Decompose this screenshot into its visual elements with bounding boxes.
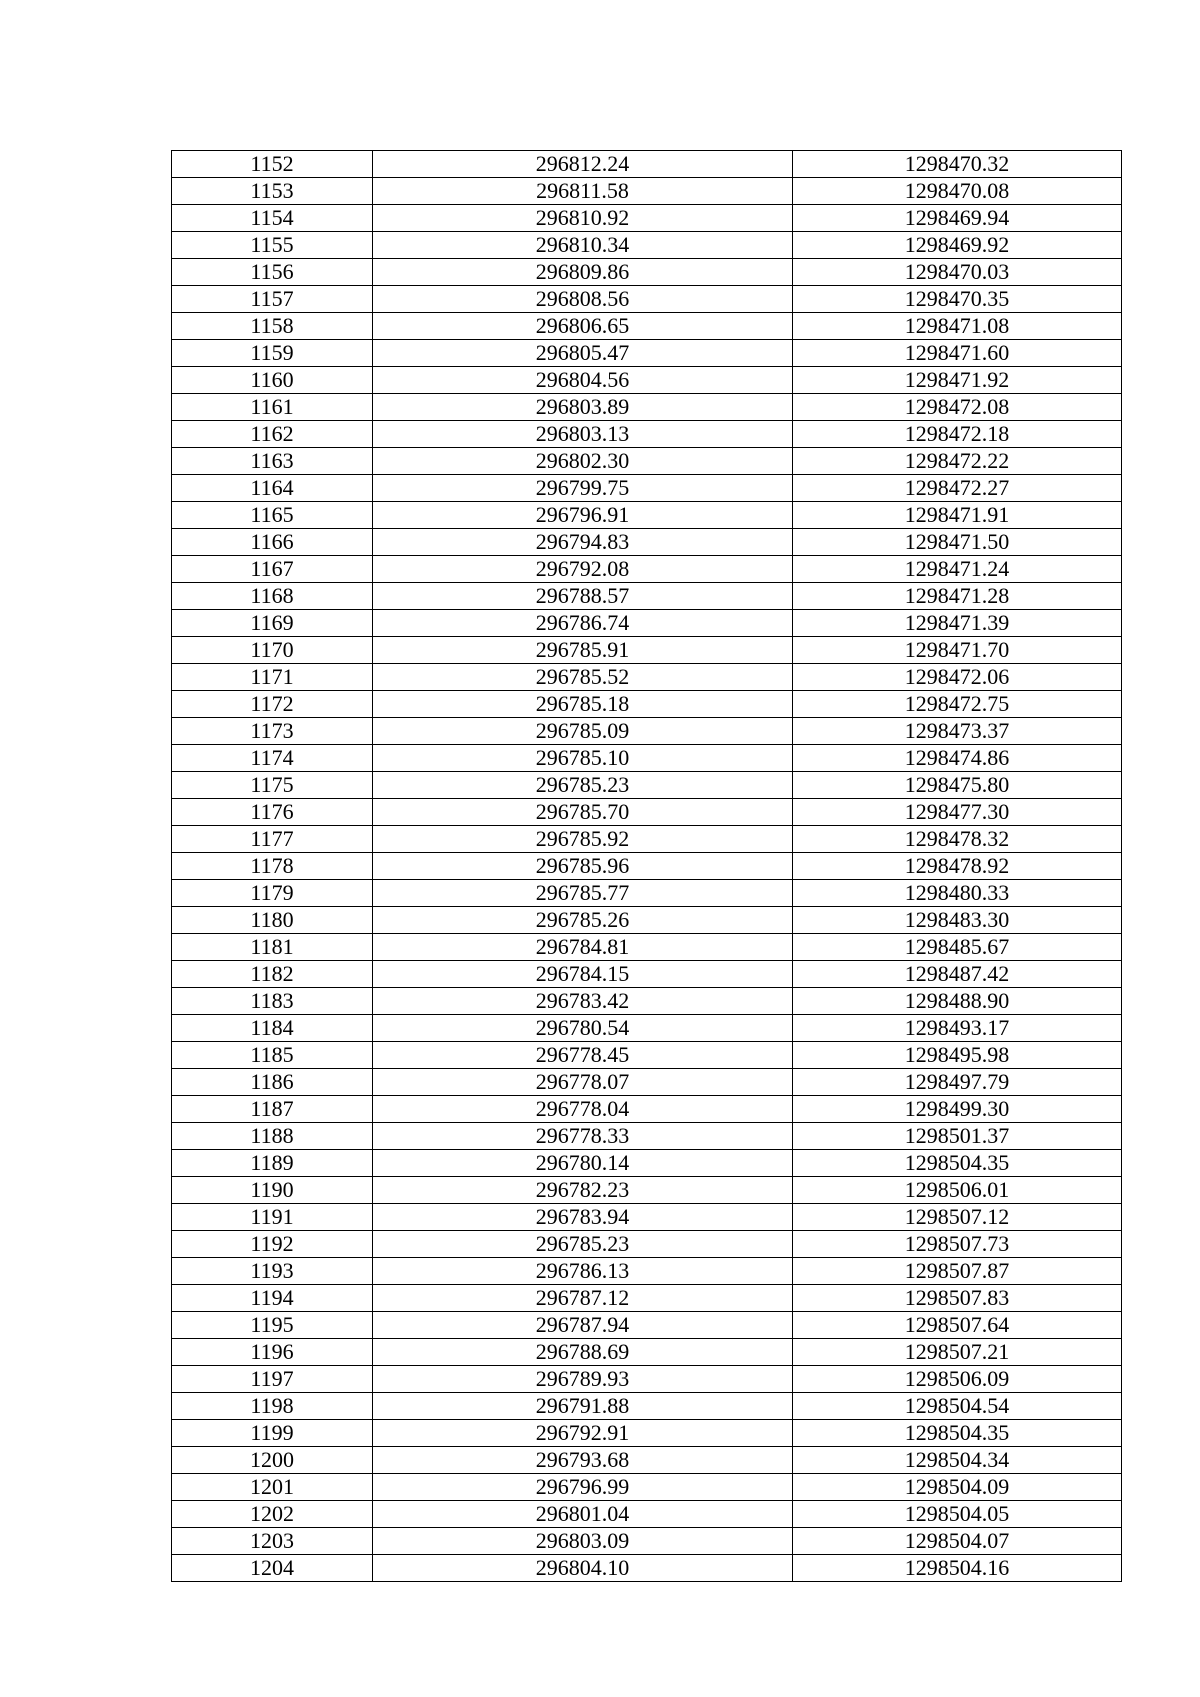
y-coordinate-cell: 1298470.03: [793, 259, 1122, 286]
x-coordinate-cell: 296803.09: [373, 1528, 793, 1555]
table-row: [172, 448, 1122, 475]
table-row: [172, 934, 1122, 961]
point-number-cell: 1173: [172, 718, 373, 745]
x-coordinate-cell: 296806.65: [373, 313, 793, 340]
x-coordinate-cell: 296787.94: [373, 1312, 793, 1339]
y-coordinate-cell: 1298478.32: [793, 826, 1122, 853]
coordinate-table: [171, 150, 1122, 1582]
x-coordinate-cell: 296787.12: [373, 1285, 793, 1312]
y-coordinate-cell: 1298474.86: [793, 745, 1122, 772]
point-number-cell: 1187: [172, 1096, 373, 1123]
point-number-cell: 1179: [172, 880, 373, 907]
x-coordinate-cell: 296791.88: [373, 1393, 793, 1420]
y-coordinate-cell: 1298507.64: [793, 1312, 1122, 1339]
x-coordinate-cell: 296784.81: [373, 934, 793, 961]
point-number-cell: 1178: [172, 853, 373, 880]
table-row: [172, 475, 1122, 502]
point-number-cell: 1164: [172, 475, 373, 502]
y-coordinate-cell: 1298507.21: [793, 1339, 1122, 1366]
coordinate-table-body: [172, 151, 1122, 1582]
x-coordinate-cell: 296801.04: [373, 1501, 793, 1528]
y-coordinate-cell: 1298471.39: [793, 610, 1122, 637]
point-number-cell: 1161: [172, 394, 373, 421]
y-coordinate-cell: 1298501.37: [793, 1123, 1122, 1150]
y-coordinate-cell: 1298469.92: [793, 232, 1122, 259]
table-row: [172, 1150, 1122, 1177]
y-coordinate-cell: 1298506.01: [793, 1177, 1122, 1204]
y-coordinate-cell: 1298478.92: [793, 853, 1122, 880]
table-row: [172, 232, 1122, 259]
x-coordinate-cell: 296803.13: [373, 421, 793, 448]
y-coordinate-cell: 1298470.08: [793, 178, 1122, 205]
table-row: [172, 502, 1122, 529]
y-coordinate-cell: 1298506.09: [793, 1366, 1122, 1393]
x-coordinate-cell: 296804.10: [373, 1555, 793, 1582]
table-row: [172, 718, 1122, 745]
x-coordinate-cell: 296796.99: [373, 1474, 793, 1501]
y-coordinate-cell: 1298472.06: [793, 664, 1122, 691]
y-coordinate-cell: 1298487.42: [793, 961, 1122, 988]
point-number-cell: 1189: [172, 1150, 373, 1177]
point-number-cell: 1153: [172, 178, 373, 205]
y-coordinate-cell: 1298471.50: [793, 529, 1122, 556]
x-coordinate-cell: 296804.56: [373, 367, 793, 394]
point-number-cell: 1158: [172, 313, 373, 340]
y-coordinate-cell: 1298504.16: [793, 1555, 1122, 1582]
x-coordinate-cell: 296782.23: [373, 1177, 793, 1204]
x-coordinate-cell: 296810.34: [373, 232, 793, 259]
point-number-cell: 1195: [172, 1312, 373, 1339]
y-coordinate-cell: 1298469.94: [793, 205, 1122, 232]
point-number-cell: 1203: [172, 1528, 373, 1555]
point-number-cell: 1163: [172, 448, 373, 475]
point-number-cell: 1194: [172, 1285, 373, 1312]
table-row: [172, 1285, 1122, 1312]
table-row: [172, 1096, 1122, 1123]
x-coordinate-cell: 296812.24: [373, 151, 793, 178]
x-coordinate-cell: 296785.91: [373, 637, 793, 664]
point-number-cell: 1198: [172, 1393, 373, 1420]
x-coordinate-cell: 296783.94: [373, 1204, 793, 1231]
point-number-cell: 1168: [172, 583, 373, 610]
table-row: [172, 1177, 1122, 1204]
table-row: [172, 1231, 1122, 1258]
x-coordinate-cell: 296785.23: [373, 1231, 793, 1258]
x-coordinate-cell: 296811.58: [373, 178, 793, 205]
table-row: [172, 421, 1122, 448]
x-coordinate-cell: 296792.91: [373, 1420, 793, 1447]
point-number-cell: 1159: [172, 340, 373, 367]
y-coordinate-cell: 1298471.92: [793, 367, 1122, 394]
point-number-cell: 1176: [172, 799, 373, 826]
x-coordinate-cell: 296778.45: [373, 1042, 793, 1069]
y-coordinate-cell: 1298504.09: [793, 1474, 1122, 1501]
point-number-cell: 1152: [172, 151, 373, 178]
y-coordinate-cell: 1298507.87: [793, 1258, 1122, 1285]
point-number-cell: 1155: [172, 232, 373, 259]
y-coordinate-cell: 1298493.17: [793, 1015, 1122, 1042]
table-row: [172, 880, 1122, 907]
point-number-cell: 1184: [172, 1015, 373, 1042]
table-row: [172, 745, 1122, 772]
x-coordinate-cell: 296785.52: [373, 664, 793, 691]
point-number-cell: 1200: [172, 1447, 373, 1474]
y-coordinate-cell: 1298470.35: [793, 286, 1122, 313]
point-number-cell: 1191: [172, 1204, 373, 1231]
table-row: [172, 1339, 1122, 1366]
table-row: [172, 1528, 1122, 1555]
x-coordinate-cell: 296784.15: [373, 961, 793, 988]
x-coordinate-cell: 296785.10: [373, 745, 793, 772]
point-number-cell: 1185: [172, 1042, 373, 1069]
y-coordinate-cell: 1298471.91: [793, 502, 1122, 529]
x-coordinate-cell: 296778.04: [373, 1096, 793, 1123]
table-row: [172, 772, 1122, 799]
x-coordinate-cell: 296785.09: [373, 718, 793, 745]
y-coordinate-cell: 1298470.32: [793, 151, 1122, 178]
x-coordinate-cell: 296809.86: [373, 259, 793, 286]
table-row: [172, 259, 1122, 286]
point-number-cell: 1165: [172, 502, 373, 529]
y-coordinate-cell: 1298507.83: [793, 1285, 1122, 1312]
point-number-cell: 1186: [172, 1069, 373, 1096]
x-coordinate-cell: 296785.96: [373, 853, 793, 880]
table-row: [172, 340, 1122, 367]
table-row: [172, 610, 1122, 637]
table-row: [172, 1474, 1122, 1501]
y-coordinate-cell: 1298472.22: [793, 448, 1122, 475]
table-row: [172, 1204, 1122, 1231]
y-coordinate-cell: 1298504.07: [793, 1528, 1122, 1555]
point-number-cell: 1202: [172, 1501, 373, 1528]
table-row: [172, 799, 1122, 826]
table-row: [172, 367, 1122, 394]
point-number-cell: 1197: [172, 1366, 373, 1393]
table-row: [172, 691, 1122, 718]
table-row: [172, 1042, 1122, 1069]
table-row: [172, 1312, 1122, 1339]
x-coordinate-cell: 296783.42: [373, 988, 793, 1015]
table-row: [172, 583, 1122, 610]
y-coordinate-cell: 1298472.18: [793, 421, 1122, 448]
y-coordinate-cell: 1298507.12: [793, 1204, 1122, 1231]
table-row: [172, 853, 1122, 880]
x-coordinate-cell: 296785.77: [373, 880, 793, 907]
y-coordinate-cell: 1298507.73: [793, 1231, 1122, 1258]
y-coordinate-cell: 1298499.30: [793, 1096, 1122, 1123]
point-number-cell: 1162: [172, 421, 373, 448]
x-coordinate-cell: 296792.08: [373, 556, 793, 583]
table-row: [172, 313, 1122, 340]
table-row: [172, 178, 1122, 205]
x-coordinate-cell: 296780.54: [373, 1015, 793, 1042]
point-number-cell: 1171: [172, 664, 373, 691]
x-coordinate-cell: 296799.75: [373, 475, 793, 502]
y-coordinate-cell: 1298488.90: [793, 988, 1122, 1015]
x-coordinate-cell: 296785.18: [373, 691, 793, 718]
point-number-cell: 1193: [172, 1258, 373, 1285]
x-coordinate-cell: 296789.93: [373, 1366, 793, 1393]
x-coordinate-cell: 296793.68: [373, 1447, 793, 1474]
y-coordinate-cell: 1298471.24: [793, 556, 1122, 583]
table-row: [172, 1501, 1122, 1528]
table-row: [172, 826, 1122, 853]
y-coordinate-cell: 1298485.67: [793, 934, 1122, 961]
y-coordinate-cell: 1298483.30: [793, 907, 1122, 934]
y-coordinate-cell: 1298480.33: [793, 880, 1122, 907]
x-coordinate-cell: 296810.92: [373, 205, 793, 232]
point-number-cell: 1157: [172, 286, 373, 313]
table-row: [172, 1393, 1122, 1420]
point-number-cell: 1201: [172, 1474, 373, 1501]
y-coordinate-cell: 1298471.28: [793, 583, 1122, 610]
y-coordinate-cell: 1298504.35: [793, 1150, 1122, 1177]
x-coordinate-cell: 296785.92: [373, 826, 793, 853]
y-coordinate-cell: 1298472.75: [793, 691, 1122, 718]
table-row: [172, 556, 1122, 583]
table-row: [172, 988, 1122, 1015]
point-number-cell: 1156: [172, 259, 373, 286]
x-coordinate-cell: 296802.30: [373, 448, 793, 475]
y-coordinate-cell: 1298504.34: [793, 1447, 1122, 1474]
point-number-cell: 1180: [172, 907, 373, 934]
y-coordinate-cell: 1298497.79: [793, 1069, 1122, 1096]
table-row: [172, 664, 1122, 691]
point-number-cell: 1182: [172, 961, 373, 988]
y-coordinate-cell: 1298472.27: [793, 475, 1122, 502]
table-row: [172, 1555, 1122, 1582]
point-number-cell: 1174: [172, 745, 373, 772]
point-number-cell: 1196: [172, 1339, 373, 1366]
table-row: [172, 1420, 1122, 1447]
point-number-cell: 1172: [172, 691, 373, 718]
x-coordinate-cell: 296786.74: [373, 610, 793, 637]
x-coordinate-cell: 296796.91: [373, 502, 793, 529]
y-coordinate-cell: 1298504.05: [793, 1501, 1122, 1528]
x-coordinate-cell: 296780.14: [373, 1150, 793, 1177]
table-row: [172, 637, 1122, 664]
x-coordinate-cell: 296788.57: [373, 583, 793, 610]
y-coordinate-cell: 1298504.54: [793, 1393, 1122, 1420]
table-row: [172, 1069, 1122, 1096]
table-row: [172, 205, 1122, 232]
table-row: [172, 529, 1122, 556]
x-coordinate-cell: 296808.56: [373, 286, 793, 313]
table-row: [172, 1123, 1122, 1150]
x-coordinate-cell: 296794.83: [373, 529, 793, 556]
table-row: [172, 286, 1122, 313]
y-coordinate-cell: 1298471.08: [793, 313, 1122, 340]
x-coordinate-cell: 296778.33: [373, 1123, 793, 1150]
table-row: [172, 961, 1122, 988]
x-coordinate-cell: 296778.07: [373, 1069, 793, 1096]
point-number-cell: 1190: [172, 1177, 373, 1204]
x-coordinate-cell: 296785.70: [373, 799, 793, 826]
x-coordinate-cell: 296788.69: [373, 1339, 793, 1366]
y-coordinate-cell: 1298473.37: [793, 718, 1122, 745]
point-number-cell: 1166: [172, 529, 373, 556]
y-coordinate-cell: 1298471.60: [793, 340, 1122, 367]
point-number-cell: 1192: [172, 1231, 373, 1258]
table-row: [172, 1447, 1122, 1474]
x-coordinate-cell: 296805.47: [373, 340, 793, 367]
table-row: [172, 151, 1122, 178]
table-row: [172, 1258, 1122, 1285]
point-number-cell: 1199: [172, 1420, 373, 1447]
point-number-cell: 1204: [172, 1555, 373, 1582]
table-row: [172, 907, 1122, 934]
table-row: [172, 394, 1122, 421]
y-coordinate-cell: 1298495.98: [793, 1042, 1122, 1069]
x-coordinate-cell: 296803.89: [373, 394, 793, 421]
x-coordinate-cell: 296786.13: [373, 1258, 793, 1285]
point-number-cell: 1169: [172, 610, 373, 637]
y-coordinate-cell: 1298475.80: [793, 772, 1122, 799]
point-number-cell: 1183: [172, 988, 373, 1015]
y-coordinate-cell: 1298504.35: [793, 1420, 1122, 1447]
point-number-cell: 1154: [172, 205, 373, 232]
point-number-cell: 1181: [172, 934, 373, 961]
x-coordinate-cell: 296785.26: [373, 907, 793, 934]
y-coordinate-cell: 1298477.30: [793, 799, 1122, 826]
table-row: [172, 1015, 1122, 1042]
point-number-cell: 1188: [172, 1123, 373, 1150]
y-coordinate-cell: 1298471.70: [793, 637, 1122, 664]
point-number-cell: 1175: [172, 772, 373, 799]
point-number-cell: 1170: [172, 637, 373, 664]
point-number-cell: 1177: [172, 826, 373, 853]
point-number-cell: 1167: [172, 556, 373, 583]
point-number-cell: 1160: [172, 367, 373, 394]
x-coordinate-cell: 296785.23: [373, 772, 793, 799]
table-row: [172, 1366, 1122, 1393]
y-coordinate-cell: 1298472.08: [793, 394, 1122, 421]
